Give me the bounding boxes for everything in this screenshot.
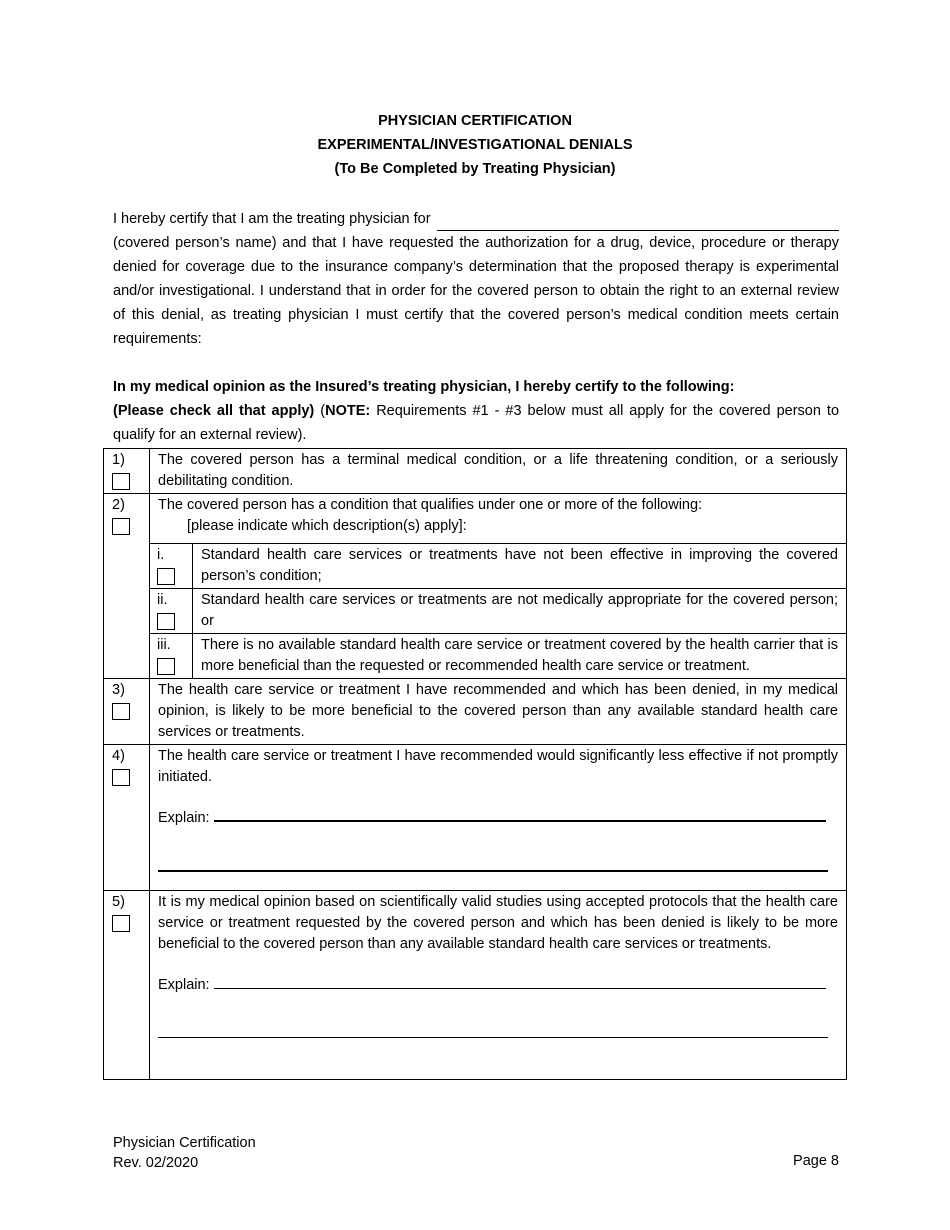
requirement-number: 5): [112, 894, 125, 910]
subitem-number: ii.: [157, 592, 168, 608]
requirement-text: It is my medical opinion based on scientifically valid studies using accepted protocols that the health care service or treatment requested by the covered person and which has been denied is likely to be more beneficial to the covered person than any available standard health care services or treatments.: [158, 894, 838, 952]
requirement-row: [104, 891, 847, 1080]
note-open-paren: (: [320, 403, 326, 419]
requirement-5-checkbox[interactable]: [112, 915, 130, 932]
subitem-row: [150, 544, 847, 589]
explain-label: Explain:: [158, 977, 210, 993]
page-number: Page 8: [793, 1153, 839, 1169]
requirement-2-checkbox[interactable]: [112, 518, 130, 535]
footer-revision: Rev. 02/2020: [113, 1155, 199, 1171]
intro-lead-line: [113, 207, 839, 231]
requirement-number: 1): [112, 452, 125, 468]
note-label: NOTE:: [325, 403, 371, 419]
certify-note: [113, 399, 839, 447]
covered-person-name-field[interactable]: [437, 214, 839, 231]
subitem-text: Standard health care services or treatments have not been effective in improving the covered person’s condition;: [193, 544, 847, 589]
form-title: PHYSICIAN CERTIFICATION: [378, 113, 572, 129]
requirement-text: The health care service or treatment I have recommended and which has been denied, in my medical opinion, is likely to be more beneficial to the covered person than any available standard health care services or treatments.: [150, 679, 847, 745]
requirement-number: 3): [112, 682, 125, 698]
footer: [113, 1133, 256, 1173]
certify-section: [113, 375, 839, 447]
requirement-text: The health care service or treatment I have recommended would significantly less effective if not promptly initiated.: [158, 748, 838, 785]
requirement-3-checkbox[interactable]: [112, 703, 130, 720]
subitem-number: iii.: [157, 637, 171, 653]
subitem-number: i.: [157, 547, 165, 563]
explain-line-4[interactable]: [158, 869, 828, 872]
requirement-row: [104, 494, 847, 679]
subitem-text: Standard health care services or treatments are not medically appropriate for the covered person; or: [193, 589, 847, 634]
requirement-text: The covered person has a condition that qualifies under one or more of the following:: [158, 497, 703, 513]
requirement-number: 4): [112, 748, 125, 764]
intro-lead: I hereby certify that I am the treating physician for: [113, 211, 431, 227]
requirement-text: The covered person has a terminal medical condition, or a life threatening condition, or a seriously debilitating condition.: [150, 449, 847, 494]
note-text: Requirements #1 - #3 below must all apply for the covered person to qualify for an external review).: [113, 403, 840, 443]
explain-row: [158, 975, 838, 996]
form-subtitle: EXPERIMENTAL/INVESTIGATIONAL DENIALS: [317, 137, 633, 153]
requirement-row: [104, 745, 847, 891]
subitem-iii-checkbox[interactable]: [157, 658, 175, 675]
certify-heading: In my medical opinion as the Insured’s treating physician, I hereby certify to the following:: [113, 379, 735, 395]
intro-body: (covered person’s name) and that I have requested the authorization for a drug, device, procedure or therapy denied for coverage due to the insurance company’s determination that the proposed therapy is experimental and/or investigational. I understand that in order for the covered person to obtain the right to an external review of this denial, as treating physician I must certify that the covered person’s medical condition meets certain requirements:: [113, 235, 839, 347]
explain-label: Explain:: [158, 810, 210, 826]
subitem-row: [150, 634, 847, 679]
requirement-4-checkbox[interactable]: [112, 769, 130, 786]
requirement-row: [104, 449, 847, 494]
subitems-table: [149, 543, 847, 679]
explain-field-5[interactable]: [214, 988, 826, 989]
requirement-number: 2): [112, 497, 125, 513]
form-instruction: (To Be Completed by Treating Physician): [334, 161, 616, 177]
requirement-row: [104, 679, 847, 745]
explain-field-4[interactable]: [214, 820, 826, 822]
footer-form-name: Physician Certification: [113, 1135, 256, 1151]
requirement-subtext: [please indicate which description(s) apply]:: [187, 518, 467, 534]
explain-line-5[interactable]: [158, 1036, 828, 1038]
subitem-i-checkbox[interactable]: [157, 568, 175, 585]
requirement-1-checkbox[interactable]: [112, 473, 130, 490]
subitem-text: There is no available standard health care service or treatment covered by the health carrier that is more beneficial than the requested or recommended health care service or treatment.: [193, 634, 847, 679]
requirements-table: [103, 448, 847, 1080]
check-all-label: (Please check all that apply): [113, 403, 315, 419]
intro-paragraph: [113, 207, 839, 351]
explain-row: [158, 808, 838, 829]
subitem-ii-checkbox[interactable]: [157, 613, 175, 630]
subitem-row: [150, 589, 847, 634]
